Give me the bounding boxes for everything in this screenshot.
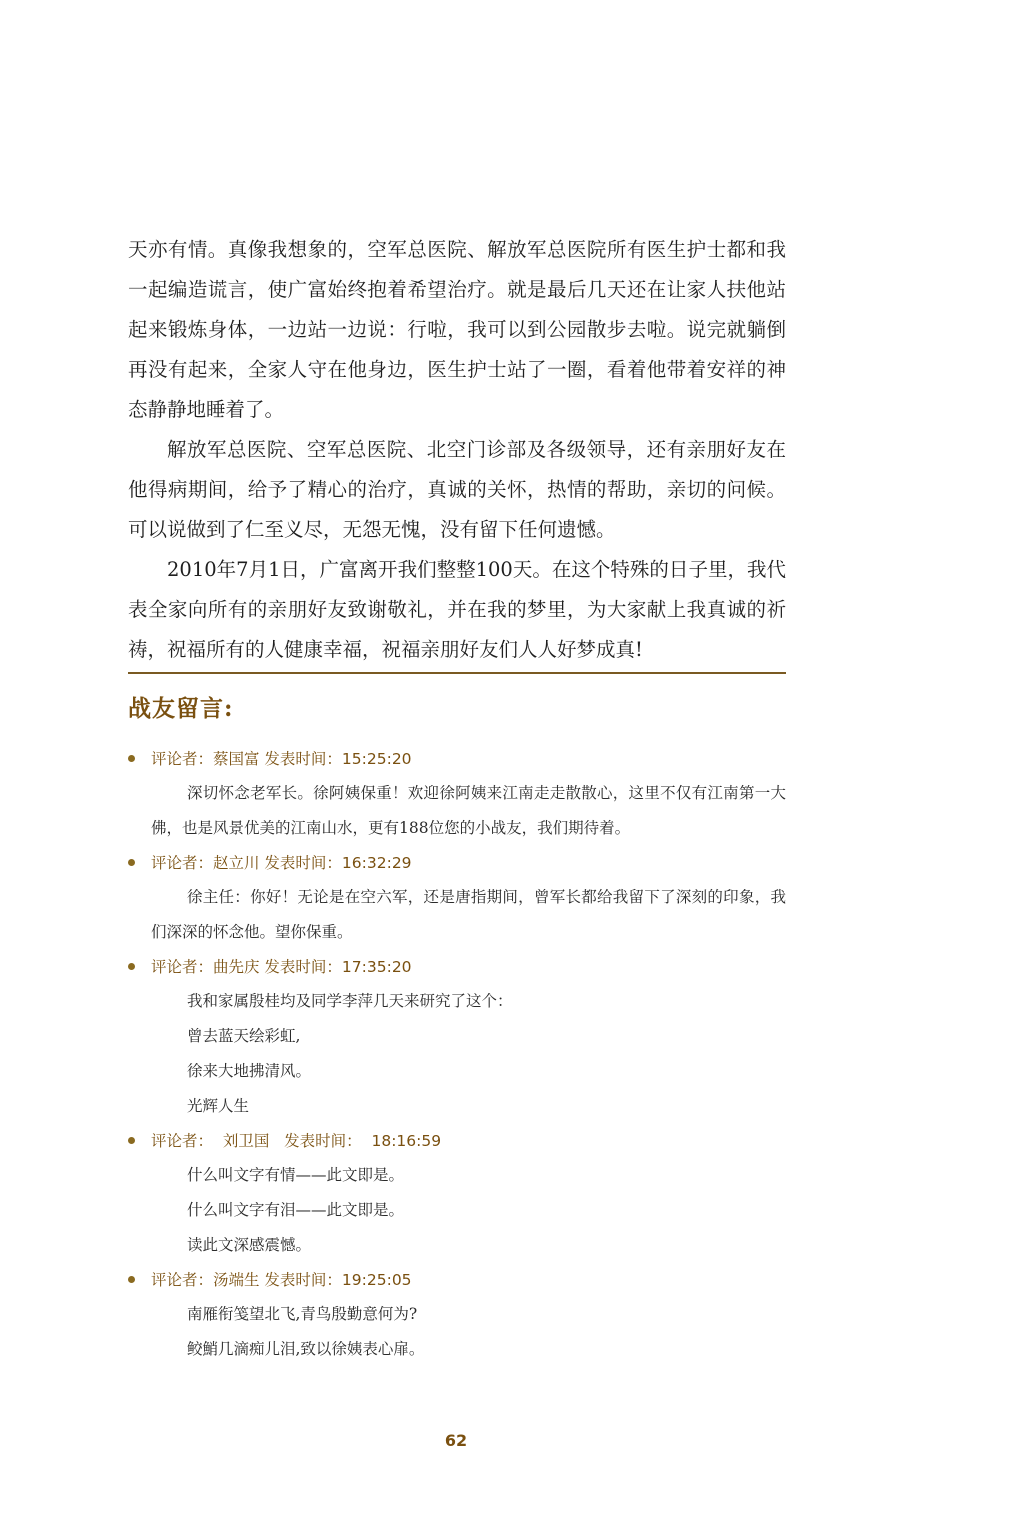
comment-item — [128, 742, 786, 846]
page-number: 62 — [444, 1431, 468, 1450]
comment-header-text: 评论者：赵立川 发表时间：16:32:29 — [151, 854, 412, 872]
bullet-icon — [128, 1137, 135, 1144]
section-title: 战友留言: — [128, 695, 234, 722]
comment-header-text: 评论者：汤端生 发表时间：19:25:05 — [151, 1271, 412, 1289]
section-divider — [128, 672, 786, 674]
comment-header — [128, 1263, 786, 1297]
bullet-icon — [128, 755, 135, 762]
comment-body — [128, 776, 786, 846]
comment-line: 鲛鮹几滴痴儿泪,致以徐姨表心扉。 — [187, 1340, 425, 1358]
comment-body — [128, 1297, 786, 1367]
comment-line: 什么叫文字有情——此文即是。 — [187, 1166, 405, 1184]
paragraph-3: 2010年7月1日，广富离开我们整整100天。在这个特殊的日子里，我代表全家向所有的亲朋好友致谢敬礼，并在我的梦里，为大家献上我真诚的祈祷，祝福所有的人健康幸福，祝福亲朋好友们人人好梦成真! — [128, 558, 786, 661]
comment-line: 什么叫文字有泪——此文即是。 — [187, 1201, 405, 1219]
bullet-icon — [128, 1276, 135, 1283]
bullet-icon — [128, 963, 135, 970]
paragraph-1: 天亦有情。真像我想象的，空军总医院、解放军总医院所有医生护士都和我一起编造谎言，使广富始终抱着希望治疗。就是最后几天还在让家人扶他站起来锻炼身体，一边站一边说：行啦，我可以到公园散步去啦。说完就躺倒再没有起来，全家人守在他身边，医生护士站了一圈，看着他带着安祥的神态静静地睡着了。 — [128, 238, 786, 421]
comment-line: 我和家属殷桂均及同学李萍几天来研究了这个： — [187, 992, 513, 1010]
comment-line: 徐主任：你好！无论是在空六军，还是唐指期间，曾军长都给我留下了深刻的印象，我们深深的怀念他。望你保重。 — [151, 888, 786, 941]
paragraph-2: 解放军总医院、空军总医院、北空门诊部及各级领导，还有亲朋好友在他得病期间，给予了精心的治疗，真诚的关怀，热情的帮助，亲切的问候。可以说做到了仁至义尽，无怨无愧，没有留下任何遗憾。 — [128, 438, 786, 541]
comment-header-text: 评论者： 刘卫国 发表时间： 18:16:59 — [151, 1132, 442, 1150]
comment-body — [128, 1158, 786, 1263]
comment-body — [128, 880, 786, 950]
comment-header — [128, 1124, 786, 1158]
comment-line: 深切怀念老军长。徐阿姨保重！欢迎徐阿姨来江南走走散散心，这里不仅有江南第一大佛，也是风景优美的江南山水，更有188位您的小战友，我们期待着。 — [151, 784, 786, 837]
comment-list — [128, 742, 786, 1367]
comment-item — [128, 1124, 786, 1263]
bullet-icon — [128, 859, 135, 866]
comment-header — [128, 846, 786, 880]
comment-line: 曾去蓝天绘彩虹, — [187, 1027, 301, 1045]
comment-line: 读此文深感震憾。 — [187, 1236, 312, 1254]
comment-header — [128, 950, 786, 984]
comment-line: 南雁衔笺望北飞,青鸟殷勤意何为? — [187, 1305, 418, 1323]
comment-header — [128, 742, 786, 776]
comment-item — [128, 1263, 786, 1367]
comment-line: 光辉人生 — [187, 1097, 250, 1115]
comment-header-text: 评论者：曲先庆 发表时间：17:35:20 — [151, 958, 412, 976]
comment-item — [128, 846, 786, 950]
comment-line: 徐来大地拂清风。 — [187, 1062, 312, 1080]
comment-item — [128, 950, 786, 1124]
body-text — [128, 230, 786, 670]
comment-header-text: 评论者：蔡国富 发表时间：15:25:20 — [151, 750, 412, 768]
comment-body — [128, 984, 786, 1124]
